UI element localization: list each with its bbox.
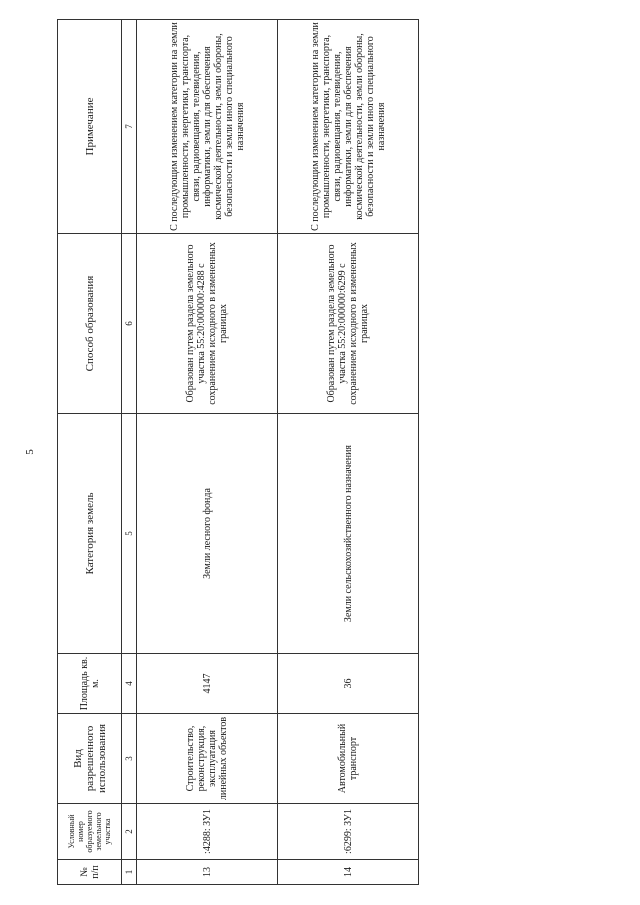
row-area: 4147 (137, 654, 278, 714)
row-num: 13 (137, 860, 278, 885)
column-number: 2 (122, 804, 137, 860)
row-method: Образован путем раздела земельного участка 55:20:000000:4288 с сохранением исходного в измененных границах (137, 234, 278, 414)
column-number: 6 (122, 234, 137, 414)
column-number-row (122, 20, 137, 885)
header-use: Вид разрешенного использования (58, 714, 122, 804)
row-method: Образован путем раздела земельного участка 55:20:000000:6299 с сохранением исходного в измененных границах (278, 234, 419, 414)
header-note: Примечание (58, 20, 122, 234)
row-num: 14 (278, 860, 419, 885)
header-code: Условный номер образуемого земельного участка (58, 804, 122, 860)
row-area: 36 (278, 654, 419, 714)
page-number: 5 (24, 449, 36, 455)
row-code: :4288: ЗУ1 (137, 804, 278, 860)
row-note: С последующим изменением категории на земли промышленности, энергетики, транспорта, связи, радиовещания, телевидения, информатики, земли для обеспечения космической деятельности, земли обороны, безопасности и земли иного специального назначения (137, 20, 278, 234)
table-row (278, 20, 419, 885)
table-stage (56, 20, 418, 885)
column-number: 3 (122, 714, 137, 804)
row-use: Автомобильный транспорт (278, 714, 419, 804)
header-area: Площадь кв. м. (58, 654, 122, 714)
column-number: 4 (122, 654, 137, 714)
header-method: Способ образования (58, 234, 122, 414)
header-category: Категория земель (58, 414, 122, 654)
column-number: 1 (122, 860, 137, 885)
row-note: С последующим изменением категории на земли промышленности, энергетики, транспорта, связи, радиовещания, телевидения, информатики, земли для обеспечения космической деятельности, земли обороны, безопасности и земли иного специального назначения (278, 20, 419, 234)
row-category: Земли лесного фонда (137, 414, 278, 654)
row-use: Строительство, реконструкция, эксплуатация линейных объектов (137, 714, 278, 804)
land-plots-table (57, 19, 419, 885)
column-number: 7 (122, 20, 137, 234)
header-num: № п/п (58, 860, 122, 885)
row-category: Земли сельскохозяйственного назначения (278, 414, 419, 654)
table-row (137, 20, 278, 885)
row-code: :6299: ЗУ1 (278, 804, 419, 860)
header-row (58, 20, 122, 885)
column-number: 5 (122, 414, 137, 654)
